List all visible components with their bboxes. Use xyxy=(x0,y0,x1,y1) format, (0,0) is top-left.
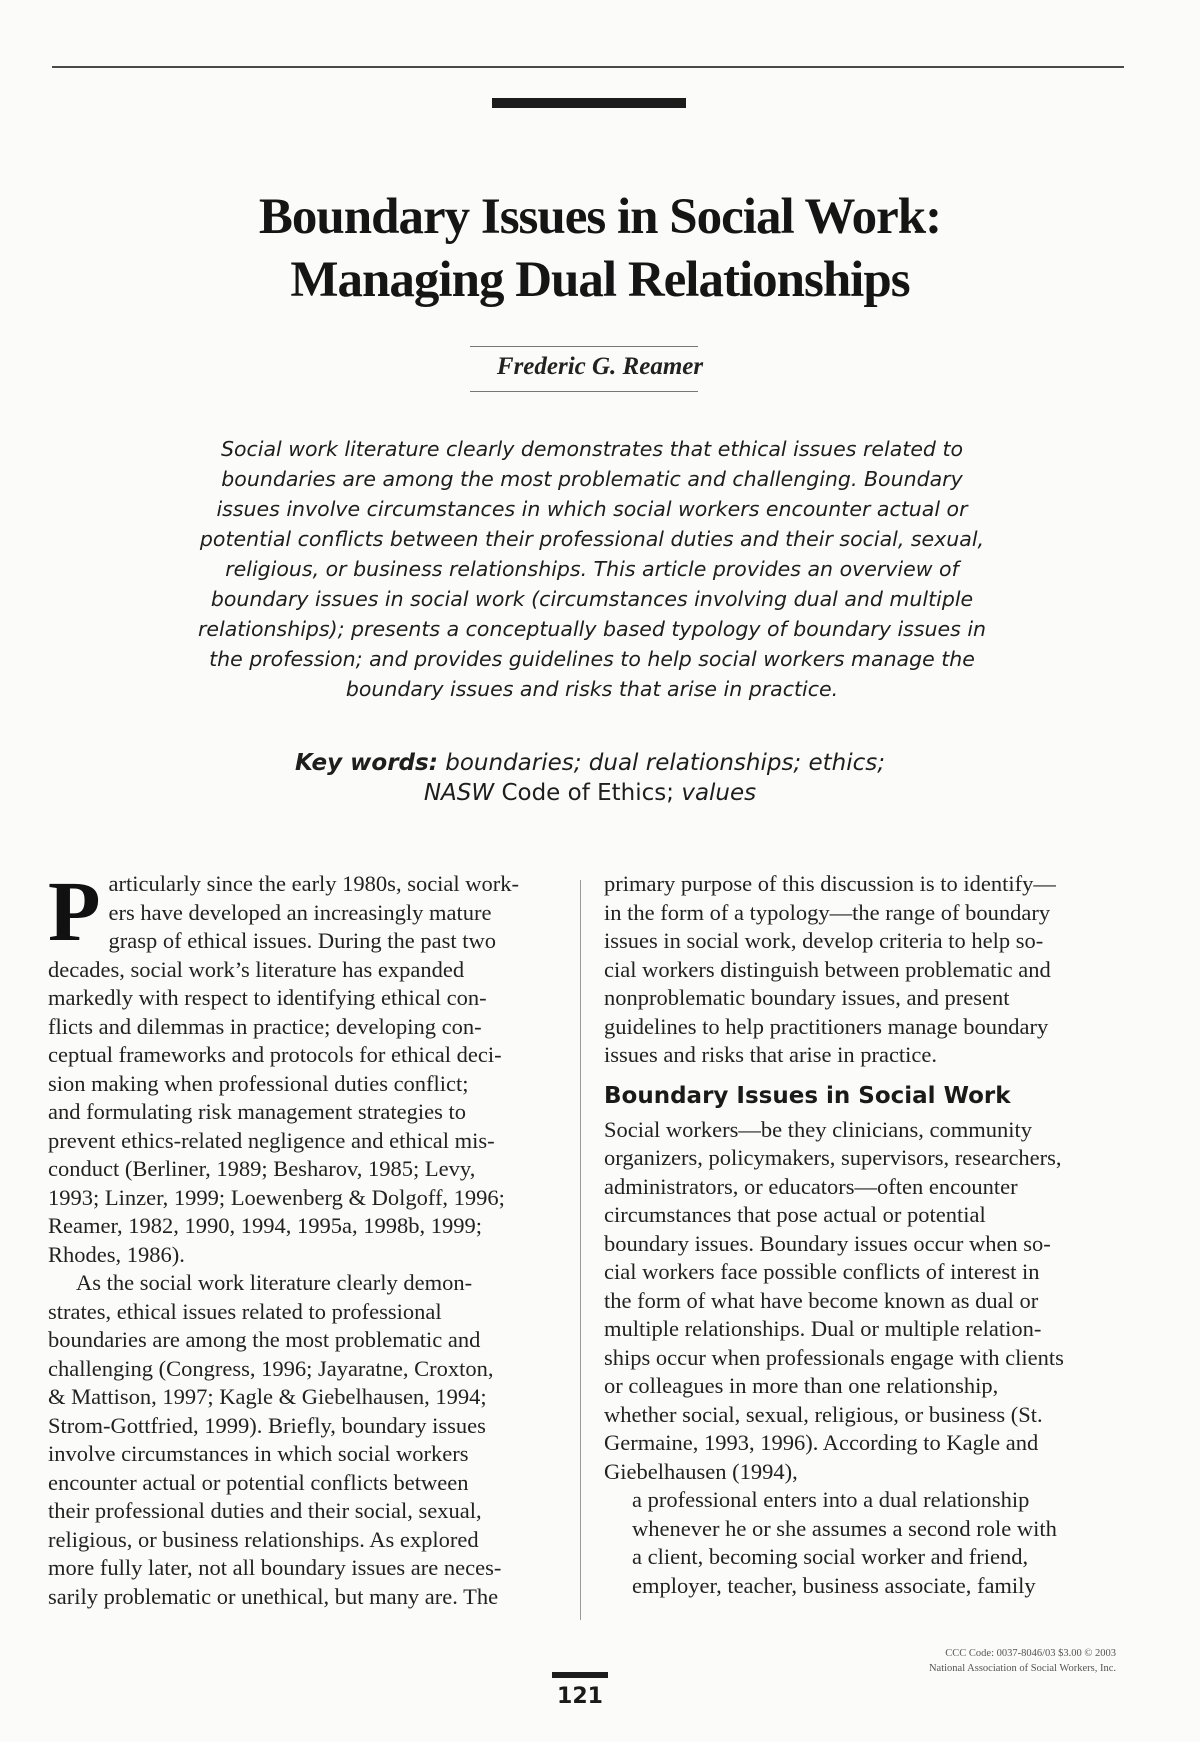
text-line: religious, or business relationships. As explored xyxy=(48,1526,479,1552)
text-line: markedly with respect to identifying ethical con- xyxy=(48,985,487,1010)
text-line: encounter actual or potential conflicts between xyxy=(48,1469,469,1495)
author-rule-top xyxy=(470,346,698,347)
ccc-code: CCC Code: 0037-8046/03 $3.00 © 2003 xyxy=(945,1648,1116,1659)
left-column xyxy=(48,863,556,1611)
right-column xyxy=(604,870,1116,1600)
left-paragraph-2 xyxy=(48,1269,556,1611)
text-line: boundaries are among the most problematic and xyxy=(48,1327,481,1352)
title-line: Managing Dual Relationships xyxy=(290,252,910,308)
text-line: ceptual frameworks and protocols for ethical deci- xyxy=(48,1042,502,1067)
text-line: As the social work literature clearly demon- xyxy=(76,1270,473,1295)
keywords-label: Key words: xyxy=(294,750,438,776)
text-line: cial workers distinguish between problematic and xyxy=(604,956,1051,982)
text-line: Germaine, 1993, 1996). According to Kagle and xyxy=(604,1430,1039,1455)
abstract-line: the profession; and provides guidelines to help social workers manage the xyxy=(209,647,975,671)
page-number-bar xyxy=(552,1672,608,1678)
section-heading: Boundary Issues in Social Work xyxy=(604,1082,1011,1109)
author-name: Frederic G. Reamer xyxy=(496,353,704,380)
text-line: or colleagues in more than one relationship, xyxy=(604,1373,999,1398)
right-paragraph-1 xyxy=(604,870,1116,1070)
author-rule-bottom xyxy=(470,391,698,392)
quote-line: a professional enters into a dual relationship xyxy=(632,1487,1030,1512)
text-line: Social workers—be they clinicians, community xyxy=(604,1116,1033,1142)
text-line: nonproblematic boundary issues, and present xyxy=(604,985,1010,1010)
text-line: challenging (Congress, 1996; Jayaratne, Croxton, xyxy=(48,1355,494,1381)
text-line: flicts and dilemmas in practice; developing con- xyxy=(48,1013,482,1039)
text-line: ships occur when professionals engage with clients xyxy=(604,1344,1064,1370)
text-line: Rhodes, 1986). xyxy=(48,1241,185,1267)
right-paragraph-2 xyxy=(604,1116,1116,1487)
text-line: issues and risks that arise in practice. xyxy=(604,1042,938,1067)
text-line: primary purpose of this discussion is to identify— xyxy=(604,871,1056,896)
text-line: boundary issues. Boundary issues occur when so- xyxy=(604,1230,1051,1256)
keywords-line1: boundaries; dual relationships; ethics; xyxy=(445,750,886,776)
keywords-values: values xyxy=(681,780,757,806)
abstract-line: religious, or business relationships. This article provides an overview of xyxy=(225,557,959,581)
text-line: their professional duties and their social, sexual, xyxy=(48,1498,482,1523)
text-line: issues in social work, develop criteria to help so- xyxy=(604,928,1044,953)
text-line: sarily problematic or unethical, but many are. The xyxy=(48,1583,499,1609)
copyright-notice xyxy=(929,1646,1116,1676)
text-line: organizers, policymakers, supervisors, researchers, xyxy=(604,1145,1062,1170)
abstract-line: boundary issues in social work (circumstances involving dual and multiple xyxy=(210,587,974,611)
text-line: guidelines to help practitioners manage boundary xyxy=(604,1013,1049,1039)
text-line: whether social, sexual, religious, or business (St. xyxy=(604,1401,1043,1427)
header-rule xyxy=(52,66,1124,68)
page-number: 121 xyxy=(557,1684,603,1709)
text-line: 1993; Linzer, 1999; Loewenberg & Dolgoff, 1996; xyxy=(48,1184,505,1210)
text-line: more fully later, not all boundary issues are neces- xyxy=(48,1555,502,1580)
text-line: Strom-Gottfried, 1999). Briefly, boundary issues xyxy=(48,1412,486,1438)
text-line: grasp of ethical issues. During the past two xyxy=(108,928,496,953)
abstract xyxy=(176,434,1008,704)
text-line: decades, social work’s literature has expanded xyxy=(48,956,465,982)
text-line: cial workers face possible conflicts of interest in xyxy=(604,1259,1040,1284)
text-line: ers have developed an increasingly mature xyxy=(108,899,492,925)
keywords-nasw: NASW xyxy=(423,780,495,806)
abstract-line: boundary issues and risks that arise in practice. xyxy=(345,677,839,701)
keywords xyxy=(230,748,950,808)
text-line: administrators, or educators—often encounter xyxy=(604,1173,1018,1199)
abstract-line: issues involve circumstances in which social workers encounter actual or xyxy=(216,497,968,521)
quote-line: employer, teacher, business associate, family xyxy=(632,1572,1036,1598)
column-divider xyxy=(580,880,581,1620)
text-line: circumstances that pose actual or potential xyxy=(604,1202,986,1227)
text-line: involve circumstances in which social workers xyxy=(48,1441,469,1466)
text-line: conduct (Berliner, 1989; Besharov, 1985; Levy, xyxy=(48,1156,476,1181)
text-line: and formulating risk management strategies to xyxy=(48,1099,467,1124)
quote-line: a client, becoming social worker and friend, xyxy=(632,1544,1029,1569)
text-line: & Mattison, 1997; Kagle & Giebelhausen, 1994; xyxy=(48,1384,487,1409)
text-line: articularly since the early 1980s, social work- xyxy=(108,871,520,896)
text-line: multiple relationships. Dual or multiple relation- xyxy=(604,1316,1042,1341)
block-quote xyxy=(604,1486,1116,1600)
text-line: sion making when professional duties conflict; xyxy=(48,1070,469,1096)
abstract-line: potential conflicts between their professional duties and their social, sexual, xyxy=(199,527,985,551)
quote-line: whenever he or she assumes a second role with xyxy=(632,1515,1057,1541)
abstract-line: Social work literature clearly demonstrates that ethical issues related to xyxy=(220,437,964,461)
drop-cap: P xyxy=(48,863,101,959)
article-title xyxy=(0,186,1200,312)
text-line: in the form of a typology—the range of boundary xyxy=(604,899,1051,925)
publisher: National Association of Social Workers, Inc. xyxy=(928,1663,1116,1674)
text-line: Giebelhausen (1994), xyxy=(604,1458,798,1484)
abstract-line: relationships); presents a conceptually based typology of boundary issues in xyxy=(197,617,987,641)
left-paragraph-1 xyxy=(48,863,556,1269)
text-line: prevent ethics-related negligence and ethical mis- xyxy=(48,1127,495,1153)
text-line: Reamer, 1982, 1990, 1994, 1995a, 1998b, 1999; xyxy=(48,1213,483,1238)
abstract-line: boundaries are among the most problematic and challenging. Boundary xyxy=(221,467,963,491)
title-line: Boundary Issues in Social Work: xyxy=(258,189,942,245)
text-line: strates, ethical issues related to professional xyxy=(48,1298,442,1324)
text-line: the form of what have become known as dual or xyxy=(604,1287,1039,1313)
header-bar xyxy=(492,98,686,108)
keywords-code: Code of Ethics; xyxy=(501,780,675,806)
